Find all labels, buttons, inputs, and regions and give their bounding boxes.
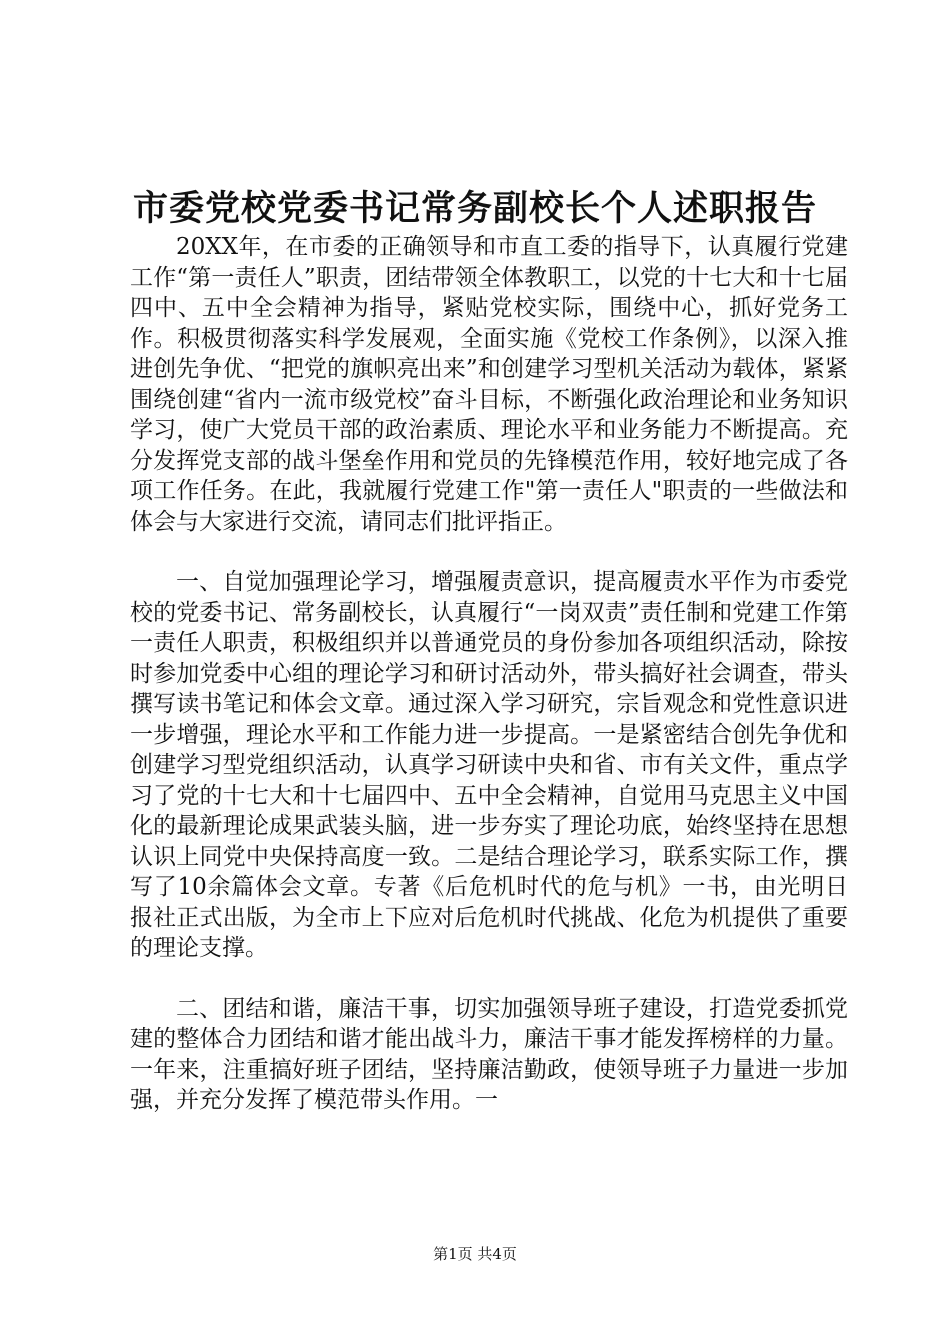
document-body [130,232,848,1146]
paragraph-intro: 20XX年，在市委的正确领导和市直工委的指导下，认真履行党建工作“第一责任人”职责，团结带领全体教职工，以党的十七大和十七届四中、五中全会精神为指导，紧贴党校实际，围绕中心，抓好党务工作。积极贯彻落实科学发展观，全面实施《党校工作条例》，以深入推进创先争优、“把党的旗帜亮出来”和创建学习型机关活动为载体，紧紧围绕创建“省内一流市级党校”奋斗目标，不断强化政治理论和业务知识学习，使广大党员干部的政治素质、理论水平和业务能力不断提高。充分发挥党支部的战斗堡垒作用和党员的先锋模范作用，较好地完成了各项工作任务。在此，我就履行党建工作"第一责任人"职责的一些做法和体会与大家进行交流，请同志们批评指正。 [130,234,848,535]
paragraph-section-one: 一、自觉加强理论学习，增强履责意识，提高履责水平作为市委党校的党委书记、常务副校长，认真履行“一岗双责”责任制和党建工作第一责任人职责，积极组织并以普通党员的身份参加各项组织活动，除按时参加党委中心组的理论学习和研讨活动外，带头搞好社会调查，带头撰写读书笔记和体会文章。通过深入学习研究，宗旨观念和党性意识进一步增强，理论水平和工作能力进一步提高。一是紧密结合创先争优和创建学习型党组织活动，认真学习研读中央和省、市有关文件，重点学习了党的十七大和十七届四中、五中全会精神，自觉用马克思主义中国化的最新理论成果武装头脑，进一步夯实了理论功底，始终坚持在思想认识上同党中央保持高度一致。二是结合理论学习，联系实际工作，撰写了10余篇体会文章。专著《后危机时代的危与机》一书，由光明日报社正式出版，为全市上下应对后危机时代挑战、化危为机提供了重要的理论支撑。 [130,569,848,961]
page-number-footer: 第1页 共4页 [433,1245,517,1263]
paragraph-section-two: 二、团结和谐，廉洁干事，切实加强领导班子建设，打造党委抓党建的整体合力团结和谐才能出战斗力，廉洁干事才能发挥榜样的力量。一年来，注重搞好班子团结，坚持廉洁勤政，使领导班子力量进一步加强，并充分发挥了模范带头作用。一 [130,995,848,1113]
document-title: 市委党校党委书记常务副校长个人述职报告 [132,189,817,229]
